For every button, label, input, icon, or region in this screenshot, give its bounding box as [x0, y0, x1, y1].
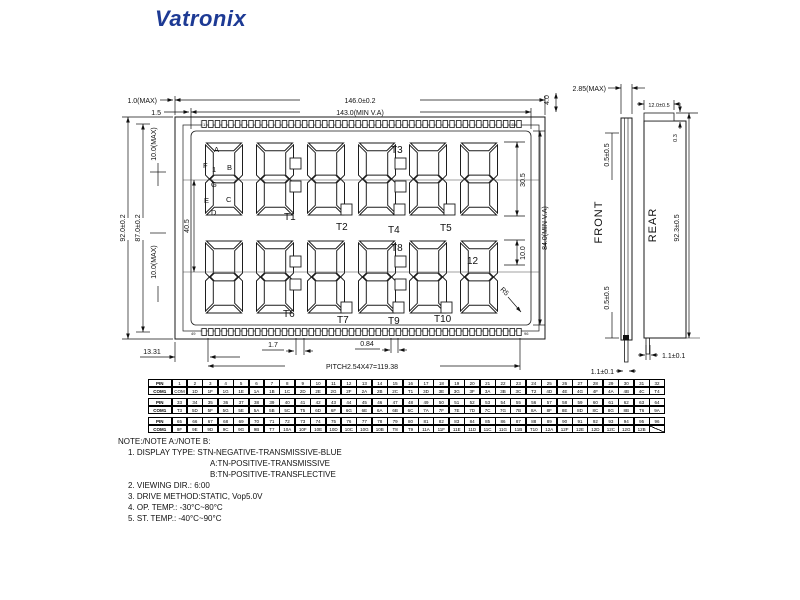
pin-table-row-header: PIN [148, 398, 173, 407]
segment-cell: 5A [249, 406, 265, 415]
dim-1-5: 1.5 [151, 110, 161, 117]
segment-cell: 10D [326, 425, 342, 434]
digit-12-label: 12 [467, 256, 479, 267]
pin-number-cell: 51 [449, 398, 465, 407]
segment-cell [649, 425, 665, 434]
pin-number-cell: 45 [356, 398, 372, 407]
pin-number-cell: 3 [202, 379, 218, 388]
pin-number-cell: 59 [572, 398, 588, 407]
dim-92-3: 92.3±0.5 [674, 214, 681, 242]
note-line: 5. ST. TEMP.: -40°C~90°C [128, 514, 222, 523]
pin-number-cell: 69 [233, 417, 249, 426]
segment-cell: 6C [403, 406, 419, 415]
pad-1-label: 1 [203, 122, 206, 127]
pin-number-cell: 47 [387, 398, 403, 407]
pin-number-cell: 88 [526, 417, 542, 426]
segment-cell: 1C [279, 387, 295, 396]
t8-label: T8 [391, 243, 403, 254]
segment-cell: 1F [202, 387, 218, 396]
segment-cell: 12B [634, 425, 650, 434]
segment-cell: 12A [541, 425, 557, 434]
segment-cell: 2F [341, 387, 357, 396]
segment-cell: 9G [233, 425, 249, 434]
segment-cell: T6 [634, 406, 650, 415]
pin-number-cell: 16 [403, 379, 419, 388]
segment-cell: 1B [264, 387, 280, 396]
t9-label: T9 [388, 316, 400, 327]
segment-cell: 10F [295, 425, 311, 434]
pin-number-cell: 81 [418, 417, 434, 426]
pin-number-cell: 57 [541, 398, 557, 407]
pin-number-cell: 32 [649, 379, 665, 388]
segment-d-label: D [211, 208, 217, 217]
segment-cell: 9A [649, 406, 665, 415]
segment-cell: 8E [557, 406, 573, 415]
pin-number-cell: 89 [541, 417, 557, 426]
pin-table-row-header: PIN [148, 379, 173, 388]
segment-cell: 10E [310, 425, 326, 434]
segment-cell: 7C [480, 406, 496, 415]
front-pin [625, 340, 629, 362]
pin-table [148, 379, 665, 433]
rear-view-label: REAR [647, 207, 659, 243]
rear-top-tab [644, 113, 674, 121]
vatronix-logo: Vatronix [155, 6, 247, 31]
pin-number-cell: 15 [387, 379, 403, 388]
dim-87: 87.0±0.2 [135, 214, 142, 242]
pin-number-cell: 36 [218, 398, 234, 407]
dim-143: 143.0(MIN V.A) [336, 110, 384, 117]
segment-cell: 7G [495, 406, 511, 415]
notes-title: NOTE:/NOTE A:/NOTE B: [118, 437, 211, 446]
t6-label: T6 [283, 309, 295, 320]
dim-1-0-max: 1.0(MAX) [127, 98, 157, 105]
segment-cell: 5G [218, 406, 234, 415]
segment-cell: 3D [418, 387, 434, 396]
segment-cell: 11F [433, 425, 449, 434]
pin-number-cell: 72 [279, 417, 295, 426]
segment-cell: 12C [603, 425, 619, 434]
front-side-outline [621, 118, 632, 340]
segment-cell: T8 [387, 425, 403, 434]
pad-48-label: 48 [511, 122, 516, 127]
pin-number-cell: 78 [372, 417, 388, 426]
pin-number-cell: 46 [372, 398, 388, 407]
segment-cell: 2D [295, 387, 311, 396]
note-line: 2. VIEWING DIR.: 6:00 [128, 481, 210, 490]
pin-number-cell: 53 [480, 398, 496, 407]
segment-cell: 6F [326, 406, 342, 415]
segment-cell: 4C [634, 387, 650, 396]
segment-cell: T10 [526, 425, 542, 434]
segment-cell: 2B [372, 387, 388, 396]
segment-cell: T2 [526, 387, 542, 396]
pin-number-cell: 18 [433, 379, 449, 388]
segment-cell: 3B [495, 387, 511, 396]
dim-0-5-bottom: 0.5±0.5 [604, 286, 611, 310]
t7-label: T7 [337, 315, 349, 326]
segment-cell: 4B [618, 387, 634, 396]
segment-cell: 8D [572, 406, 588, 415]
segment-cell: COM [172, 387, 188, 396]
pin-number-cell: 77 [356, 417, 372, 426]
segment-cell: 5B [264, 406, 280, 415]
dim-146: 146.0±0.2 [344, 98, 376, 105]
pin-number-cell: 31 [634, 379, 650, 388]
segment-cell: T7 [264, 425, 280, 434]
segment-cell: 3E [433, 387, 449, 396]
segment-cell: 4A [603, 387, 619, 396]
pin-number-cell: 70 [249, 417, 265, 426]
pin-number-cell: 73 [295, 417, 311, 426]
note-line: 4. OP. TEMP.: -30°C~80°C [128, 503, 223, 512]
pin-table-row-header: COM1 [148, 406, 173, 415]
segment-cell: 3C [510, 387, 526, 396]
segment-cell: 9B [249, 425, 265, 434]
segment-cell: 8B [618, 406, 634, 415]
pin-number-cell: 7 [264, 379, 280, 388]
bottom-pad-strip [200, 328, 522, 336]
segment-cell: 8A [526, 406, 542, 415]
pin-number-cell: 62 [618, 398, 634, 407]
pin-number-cell: 84 [464, 417, 480, 426]
pin-number-cell: 6 [249, 379, 265, 388]
segment-cell: 10B [372, 425, 388, 434]
dim-13-31: 13.31 [143, 349, 161, 356]
pin-number-cell: 8 [279, 379, 295, 388]
pin-number-cell: 76 [341, 417, 357, 426]
digit-one-label: 1 [212, 165, 217, 174]
pin-number-cell: 11 [326, 379, 342, 388]
pin-number-cell: 92 [587, 417, 603, 426]
segment-cell: 12F [557, 425, 573, 434]
dim-2-85: 2.85(MAX) [572, 86, 606, 93]
segment-cell: T5 [295, 406, 311, 415]
pin-number-cell: 43 [326, 398, 342, 407]
pin-table-row [148, 387, 665, 395]
pin-number-cell: 71 [264, 417, 280, 426]
dim-pitch: PITCH2.54X47=119.38 [325, 364, 399, 371]
pin-number-cell: 33 [172, 398, 188, 407]
pin-number-cell: 12 [341, 379, 357, 388]
t10-label: T10 [434, 314, 452, 325]
segment-cell: 11G [495, 425, 511, 434]
t4-label: T4 [388, 225, 400, 236]
pin-number-cell: 19 [449, 379, 465, 388]
segment-cell: 10C [341, 425, 357, 434]
dim-0-5-top: 0.5±0.5 [604, 143, 611, 167]
pin-number-cell: 85 [480, 417, 496, 426]
pin-number-cell: 39 [264, 398, 280, 407]
pin-number-cell: 80 [403, 417, 419, 426]
segment-cell: 4E [557, 387, 573, 396]
pin-number-cell: 35 [202, 398, 218, 407]
segment-cell: 5D [187, 406, 203, 415]
segment-cell: 1A [249, 387, 265, 396]
pin-table-row-header: COM1 [148, 387, 173, 396]
segment-cell: 11B [510, 425, 526, 434]
segment-cell: 2E [310, 387, 326, 396]
dim-84: 84.0(MIN V.A) [542, 206, 549, 250]
segment-cell: 2C [387, 387, 403, 396]
pin-number-cell: 38 [249, 398, 265, 407]
segment-cell: 9D [202, 425, 218, 434]
dim-12-0: 12.0±0.5 [648, 103, 670, 109]
pin-number-cell: 94 [618, 417, 634, 426]
segment-cell: 8G [603, 406, 619, 415]
dim-0-84: 0.84 [360, 341, 374, 348]
segment-cell: 7D [464, 406, 480, 415]
segment-cell: 6E [356, 406, 372, 415]
pin-number-cell: 14 [372, 379, 388, 388]
segment-cell: 2G [326, 387, 342, 396]
segment-cell: 6G [341, 406, 357, 415]
segment-cell: 9E [187, 425, 203, 434]
pin-number-cell: 90 [557, 417, 573, 426]
dim-10-0: 10.0 [520, 246, 527, 260]
segment-cell: 5F [202, 406, 218, 415]
pin-number-cell: 30 [618, 379, 634, 388]
pin-number-cell: 49 [418, 398, 434, 407]
pad-49-label: 49 [191, 331, 196, 336]
pin-number-cell: 29 [603, 379, 619, 388]
pin-number-cell: 40 [279, 398, 295, 407]
pin-number-cell: 66 [187, 417, 203, 426]
segment-cell: 1D [187, 387, 203, 396]
segment-cell: 9C [218, 425, 234, 434]
pin-number-cell: 64 [649, 398, 665, 407]
pin-number-cell: 83 [449, 417, 465, 426]
pin-number-cell: 34 [187, 398, 203, 407]
pin-number-cell: 22 [495, 379, 511, 388]
segment-cell: 10A [279, 425, 295, 434]
pin-number-cell: 48 [403, 398, 419, 407]
pin-number-cell: 95 [634, 417, 650, 426]
segment-cell: 3G [449, 387, 465, 396]
pin-number-cell: 4 [218, 379, 234, 388]
note-line: 1. DISPLAY TYPE: STN-NEGATIVE-TRANSMISSIVE-BLUE [128, 448, 342, 457]
pin-number-cell: 10 [310, 379, 326, 388]
segment-cell: 3F [464, 387, 480, 396]
segment-c-label: C [226, 195, 232, 204]
segment-cell: 4G [572, 387, 588, 396]
dim-1-7: 1.7 [268, 342, 278, 349]
segment-cell: 5C [279, 406, 295, 415]
pin-number-cell: 21 [480, 379, 496, 388]
top-pad-strip [200, 120, 522, 128]
segment-cell: T3 [172, 406, 188, 415]
segment-cell: 4F [587, 387, 603, 396]
segment-f-label: F [203, 161, 208, 170]
seven-segment-digits [206, 143, 498, 313]
segment-cell: 8C [587, 406, 603, 415]
pin-number-cell: 65 [172, 417, 188, 426]
pin-number-cell: 75 [326, 417, 342, 426]
pin-number-cell: 52 [464, 398, 480, 407]
segment-cell: 7A [418, 406, 434, 415]
pin-table-row [148, 425, 665, 433]
pin-table-row-header: COM1 [148, 425, 173, 434]
rear-pin [646, 338, 650, 354]
segment-b-label: B [227, 163, 233, 172]
note-line: 3. DRIVE METHOD:STATIC, Vop5.0V [128, 492, 263, 501]
pin-number-cell: 23 [510, 379, 526, 388]
pin-number-cell: 42 [310, 398, 326, 407]
pin-number-cell: 2 [187, 379, 203, 388]
pin-table-row [148, 406, 665, 414]
segment-cell: 2A [356, 387, 372, 396]
segment-cell: 7F [433, 406, 449, 415]
side-views [621, 113, 700, 362]
pin-number-cell: 20 [464, 379, 480, 388]
notes-block [118, 436, 342, 524]
segment-cell: 12G [618, 425, 634, 434]
pad-96-label: 96 [524, 331, 529, 336]
pin-number-cell: 24 [526, 379, 542, 388]
pin-number-cell: 63 [634, 398, 650, 407]
pin-number-cell: 55 [510, 398, 526, 407]
dim-10-max-top: 10.0(MAX) [151, 127, 158, 161]
pin-number-cell: 37 [233, 398, 249, 407]
segment-cell: 11E [449, 425, 465, 434]
segment-a-label: A [214, 145, 220, 154]
segment-cell: 6A [372, 406, 388, 415]
corner-radius-label: R5 [498, 286, 510, 298]
pin-number-cell: 25 [541, 379, 557, 388]
pin-table-row-header: PIN [148, 417, 173, 426]
segment-cell: 6D [310, 406, 326, 415]
segment-cell: 9F [172, 425, 188, 434]
segment-cell: 1E [233, 387, 249, 396]
dim-30-5: 30.5 [520, 173, 527, 187]
segment-cell: 3A [480, 387, 496, 396]
pin-number-cell: 82 [433, 417, 449, 426]
note-line: A:TN-POSITIVE-TRANSMISSIVE [210, 459, 331, 468]
segment-cell: 11D [464, 425, 480, 434]
segment-cell: 1G [218, 387, 234, 396]
pin-number-cell: 28 [587, 379, 603, 388]
pin-number-cell: 5 [233, 379, 249, 388]
dim-40-5: 40.5 [184, 219, 191, 233]
pin-number-cell: 13 [356, 379, 372, 388]
segment-cell: 6B [387, 406, 403, 415]
pin-number-cell: 56 [526, 398, 542, 407]
segment-cell: 12E [572, 425, 588, 434]
pin-number-cell: 93 [603, 417, 619, 426]
pin-number-cell: 41 [295, 398, 311, 407]
segment-cell: 7E [449, 406, 465, 415]
pin-number-cell: 9 [295, 379, 311, 388]
pin-number-cell: 79 [387, 417, 403, 426]
segment-g-label: G [211, 180, 217, 189]
dim-1-1-rear: 1.1±0.1 [662, 353, 686, 360]
pin-number-cell: 44 [341, 398, 357, 407]
pin-number-cell: 50 [433, 398, 449, 407]
segment-cell: T1 [403, 387, 419, 396]
dim-1-1-front: 1.1±0.1 [590, 369, 614, 376]
pin-number-cell: 54 [495, 398, 511, 407]
pin-number-cell: 67 [202, 417, 218, 426]
segment-cell: 8F [541, 406, 557, 415]
pin-number-cell: 61 [603, 398, 619, 407]
front-view-label: FRONT [593, 200, 605, 244]
segment-cell: 10G [356, 425, 372, 434]
dim-0-3: 0.3 [673, 134, 679, 142]
pin-number-cell: 1 [172, 379, 188, 388]
dim-92: 92.0±0.2 [120, 214, 127, 242]
segment-cell: 11C [480, 425, 496, 434]
dim-4-0: 4.0 [544, 95, 551, 105]
note-line: B:TN-POSITIVE-TRANSFLECTIVE [210, 470, 336, 479]
pin-number-cell: 60 [587, 398, 603, 407]
segment-cell: 5E [233, 406, 249, 415]
t2-label: T2 [336, 222, 348, 233]
segment-cell: 7B [510, 406, 526, 415]
segment-cell: 12D [587, 425, 603, 434]
t5-label: T5 [440, 223, 452, 234]
pin-number-cell: 91 [572, 417, 588, 426]
pin-number-cell: 74 [310, 417, 326, 426]
t1-label: T1 [284, 212, 296, 223]
pin-number-cell: 27 [572, 379, 588, 388]
pin-number-cell: 87 [510, 417, 526, 426]
pin-number-cell: 58 [557, 398, 573, 407]
segment-e-label: E [204, 196, 210, 205]
dim-10-max-bottom: 10.0(MAX) [151, 245, 158, 279]
pin-number-cell: 26 [557, 379, 573, 388]
pin-number-cell: 86 [495, 417, 511, 426]
segment-cell: T4 [649, 387, 665, 396]
t3-label: T3 [391, 145, 403, 156]
segment-cell: 4D [541, 387, 557, 396]
pin-number-cell: 68 [218, 417, 234, 426]
pin-number-cell: 17 [418, 379, 434, 388]
segment-cell: 11A [418, 425, 434, 434]
segment-cell: T9 [403, 425, 419, 434]
pin-number-cell: 96 [649, 417, 665, 426]
